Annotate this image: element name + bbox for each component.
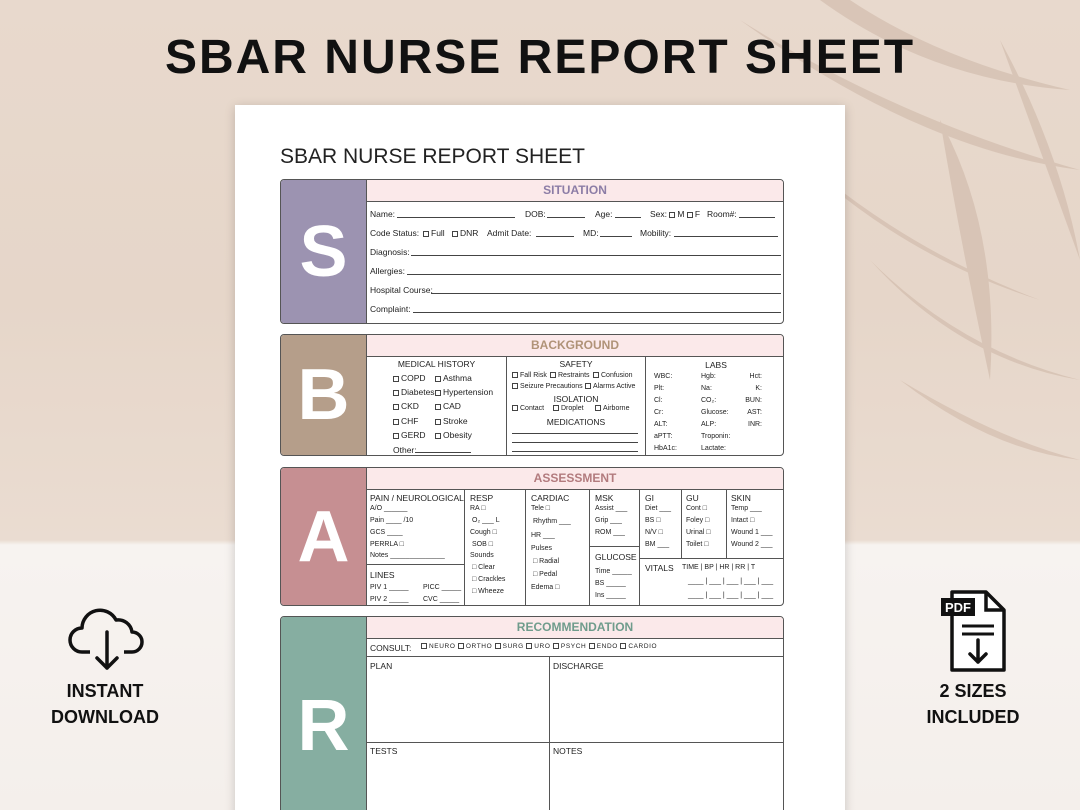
situation-section: [280, 179, 784, 324]
lines-heading: LINES: [370, 570, 395, 580]
code-full-option[interactable]: [423, 228, 445, 238]
consult-option: ENDO: [596, 643, 618, 650]
tests-label: TESTS: [370, 746, 398, 756]
vitals-heading: VITALS: [645, 563, 674, 573]
resp-item: SOB □: [472, 541, 493, 548]
gu-item: Cont □: [686, 505, 707, 512]
lab-label: WBC:: [654, 373, 673, 380]
age-field[interactable]: [615, 217, 641, 218]
vitals-row[interactable]: ____ | ___ | ___ | ___ | ___: [688, 578, 774, 585]
column-divider: [464, 490, 465, 605]
option-label: Confusion: [601, 372, 633, 379]
skin-item: Wound 1 ___: [731, 529, 773, 536]
skin-item: Intact □: [731, 517, 755, 524]
code-status-label: Code Status:: [370, 228, 420, 238]
consult-option: CARDIO: [628, 643, 658, 650]
lab-label: ALP:: [701, 421, 717, 428]
consult-options: [421, 643, 657, 650]
column-divider: [589, 490, 590, 605]
msk-item: Grip ___: [595, 517, 622, 524]
lab-label: BUN:: [745, 397, 762, 404]
row-divider: [589, 546, 639, 547]
sex-m-label: M: [677, 209, 685, 219]
column-divider: [525, 490, 526, 605]
other-label: Other:: [393, 445, 417, 455]
checkbox: [435, 433, 441, 439]
plan-label: PLAN: [370, 661, 393, 671]
cardiac-item: □ Pedal: [533, 571, 558, 578]
row-divider: [367, 564, 464, 565]
msk-item: Assist ___: [595, 505, 628, 512]
checkbox[interactable]: [421, 643, 427, 649]
badge-line-1: 2 SIZES: [939, 681, 1007, 701]
cardiac-item: Rhythm ___: [533, 518, 571, 525]
checkbox[interactable]: [589, 643, 595, 649]
medication-field[interactable]: [512, 433, 638, 434]
history-label: GERD: [401, 430, 426, 440]
badge-line-2: INCLUDED: [926, 707, 1020, 727]
consult-option: NEURO: [429, 643, 456, 650]
diagnosis-label: Diagnosis:: [370, 247, 410, 257]
gu-item: Foley □: [686, 517, 710, 524]
md-label: MD:: [583, 228, 599, 238]
vitals-columns: TIME | BP | HR | RR | T: [682, 564, 756, 571]
badge-line-1: INSTANT: [66, 681, 144, 701]
medication-field[interactable]: [512, 442, 638, 443]
lab-label: CO₂:: [701, 397, 717, 404]
medication-field[interactable]: [512, 451, 638, 452]
lab-label: Cr:: [654, 409, 664, 416]
consult-label: CONSULT:: [370, 643, 412, 653]
glucose-item: Time _____: [595, 568, 632, 575]
report-sheet: [235, 105, 845, 810]
row-divider: [367, 656, 783, 657]
cardiac-item: Edema □: [531, 584, 560, 591]
checkbox[interactable]: [495, 643, 501, 649]
cardiac-item: Pulses: [531, 545, 553, 552]
assessment-header: ASSESSMENT: [367, 468, 783, 490]
row-divider: [639, 558, 783, 559]
lab-label: HbA1c:: [654, 445, 677, 452]
column-divider: [645, 357, 646, 455]
name-label: Name:: [370, 209, 396, 219]
dob-label: DOB:: [525, 209, 546, 219]
lab-label: Hgb:: [701, 373, 716, 380]
history-item[interactable]: [435, 430, 472, 440]
column-divider: [681, 490, 682, 558]
gu-heading: GU: [686, 493, 699, 503]
resp-item: □ Wheeze: [472, 588, 504, 595]
resp-item: Sounds: [470, 552, 494, 559]
history-label: COPD: [401, 373, 426, 383]
complaint-field[interactable]: [413, 312, 781, 313]
situation-letter: S: [281, 180, 366, 323]
option-label: Seizure Precautions: [520, 383, 583, 390]
recommendation-header: RECOMMENDATION: [367, 617, 783, 639]
mobility-field[interactable]: [674, 236, 778, 237]
history-label: Stroke: [443, 416, 468, 426]
lab-label: Hct:: [749, 373, 762, 380]
lab-label: K:: [755, 385, 762, 392]
resp-item: □ Crackles: [472, 576, 506, 583]
consult-option: SURG: [502, 643, 524, 650]
resp-heading: RESP: [470, 493, 494, 503]
assessment-section: [280, 467, 784, 606]
skin-heading: SKIN: [731, 493, 751, 503]
discharge-label: DISCHARGE: [553, 661, 604, 671]
other-field[interactable]: [415, 452, 471, 453]
age-label: Age:: [595, 209, 613, 219]
msk-heading: MSK: [595, 493, 614, 503]
gi-item: BM ___: [645, 541, 670, 548]
consult-option: ORTHO: [465, 643, 493, 650]
sex-m-checkbox[interactable]: [669, 212, 675, 218]
piv1-field: PIV 1 _____: [370, 584, 409, 591]
isolation-heading: ISOLATION: [553, 394, 599, 404]
lab-label: INR:: [748, 421, 762, 428]
column-divider: [639, 490, 640, 605]
neuro-item: Pain ____ /10: [370, 517, 414, 524]
resp-item: O₂ ___ L: [472, 517, 500, 524]
history-item[interactable]: [393, 430, 426, 440]
picc-field: PICC _____: [423, 584, 462, 591]
diagnosis-field[interactable]: [411, 255, 781, 256]
row-divider: [367, 742, 783, 743]
lab-label: Na:: [701, 385, 712, 392]
sex-label: Sex:: [650, 209, 668, 219]
background-header: BACKGROUND: [367, 335, 783, 357]
situation-header: SITUATION: [367, 180, 783, 202]
glucose-item: Ins _____: [595, 592, 626, 599]
history-label: Asthma: [443, 373, 472, 383]
pdf-icon-text: PDF: [945, 600, 971, 615]
dnr-label: DNR: [460, 228, 479, 238]
glucose-heading: GLUCOSE: [595, 552, 637, 562]
sheet-title: SBAR NURSE REPORT SHEET: [280, 145, 585, 168]
option-label: Contact: [520, 405, 545, 412]
medications-heading: MEDICATIONS: [546, 417, 606, 427]
neuro-heading: PAIN / NEUROLOGICAL: [370, 493, 464, 503]
checkbox: [393, 433, 399, 439]
dob-field[interactable]: [547, 217, 585, 218]
skin-item: Wound 2 ___: [731, 541, 773, 548]
gi-heading: GI: [645, 493, 654, 503]
checkbox[interactable]: [458, 643, 464, 649]
recommendation-letter: R: [281, 617, 366, 810]
cardiac-item: Tele □: [531, 505, 551, 512]
option-label: Alarms Active: [593, 383, 636, 390]
allergies-field[interactable]: [407, 274, 781, 275]
neuro-item: Notes ______________: [370, 552, 445, 559]
glucose-item: BS _____: [595, 580, 626, 587]
lab-label: Cl:: [654, 397, 663, 404]
lab-label: Plt:: [654, 385, 665, 392]
history-label: Diabetes: [401, 387, 435, 397]
cloud-download-icon: [68, 602, 146, 672]
background-letter: B: [281, 335, 366, 455]
admit-date-label: Admit Date:: [487, 228, 532, 238]
banner-title: SBAR NURSE REPORT SHEET: [164, 31, 916, 84]
column-divider: [549, 656, 550, 810]
checkbox[interactable]: [526, 643, 532, 649]
lab-label: aPTT:: [654, 433, 673, 440]
neuro-item: A/O ______: [370, 505, 408, 512]
lab-label: ALT:: [654, 421, 668, 428]
resp-item: Cough □: [470, 529, 497, 536]
column-divider: [506, 357, 507, 455]
assessment-letter: A: [281, 468, 366, 605]
checkbox[interactable]: [620, 643, 626, 649]
history-label: CKD: [401, 401, 419, 411]
mobility-label: Mobility:: [640, 228, 672, 238]
history-label: CHF: [401, 416, 419, 426]
room-label: Room#:: [707, 209, 737, 219]
name-field[interactable]: [397, 217, 515, 218]
history-label: Obesity: [443, 430, 472, 440]
consult-option: URO: [534, 643, 551, 650]
background-section: [280, 334, 784, 456]
sex-f-label: F: [694, 209, 701, 219]
cardiac-item: HR ___: [531, 532, 555, 539]
lab-label: Glucose:: [701, 409, 729, 416]
sex-field: [650, 209, 700, 219]
gi-item: N/V □: [645, 529, 663, 536]
gi-item: Diet ___: [645, 505, 672, 512]
full-label: Full: [431, 228, 445, 238]
gi-item: BS □: [645, 517, 661, 524]
labs-heading: LABS: [705, 360, 727, 370]
piv2-field: PIV 2 _____: [370, 596, 409, 603]
lab-label: Troponin:: [701, 433, 731, 440]
pdf-file-icon: [938, 588, 1010, 674]
medical-history-heading: MEDICAL HISTORY: [397, 359, 476, 369]
resp-item: □ Clear: [472, 564, 495, 571]
checkbox[interactable]: [553, 643, 559, 649]
badge-line-2: DOWNLOAD: [51, 707, 159, 727]
lab-label: AST:: [747, 409, 762, 416]
hospital-course-label: Hospital Course:: [370, 285, 433, 295]
admit-date-field[interactable]: [536, 236, 574, 237]
gu-item: Toilet □: [686, 541, 709, 548]
history-label: Hypertension: [443, 387, 494, 397]
recommendation-section: [280, 616, 784, 810]
option-label: Restraints: [558, 372, 590, 379]
gu-item: Urinal □: [686, 529, 711, 536]
hospital-course-field[interactable]: [431, 293, 781, 294]
complaint-label: Complaint:: [370, 304, 411, 314]
resp-item: RA □: [470, 505, 486, 512]
notes-label: NOTES: [553, 746, 583, 756]
dnr-checkbox[interactable]: [452, 231, 458, 237]
md-field[interactable]: [600, 236, 632, 237]
room-field[interactable]: [739, 217, 775, 218]
consult-option: PSYCH: [560, 643, 587, 650]
option-label: Fall Risk: [520, 372, 547, 379]
skin-item: Temp ___: [731, 505, 762, 512]
neuro-item: PERRLA □: [370, 541, 404, 548]
code-dnr-option[interactable]: [452, 228, 478, 238]
history-label: CAD: [443, 401, 461, 411]
option-label: Airborne: [603, 405, 630, 412]
lab-label: Lactate:: [701, 445, 726, 452]
neuro-item: GCS ____: [370, 529, 403, 536]
full-checkbox[interactable]: [423, 231, 429, 237]
cardiac-item: □ Radial: [533, 558, 560, 565]
option-label: Droplet: [561, 405, 584, 412]
sex-f-checkbox[interactable]: [687, 212, 693, 218]
cvc-field: CVC _____: [423, 596, 460, 603]
column-divider: [726, 490, 727, 558]
safety-heading: SAFETY: [559, 359, 593, 369]
cardiac-heading: CARDIAC: [531, 493, 570, 503]
msk-item: ROM ___: [595, 529, 625, 536]
vitals-row[interactable]: ____ | ___ | ___ | ___ | ___: [688, 592, 774, 599]
allergies-label: Allergies:: [370, 266, 405, 276]
